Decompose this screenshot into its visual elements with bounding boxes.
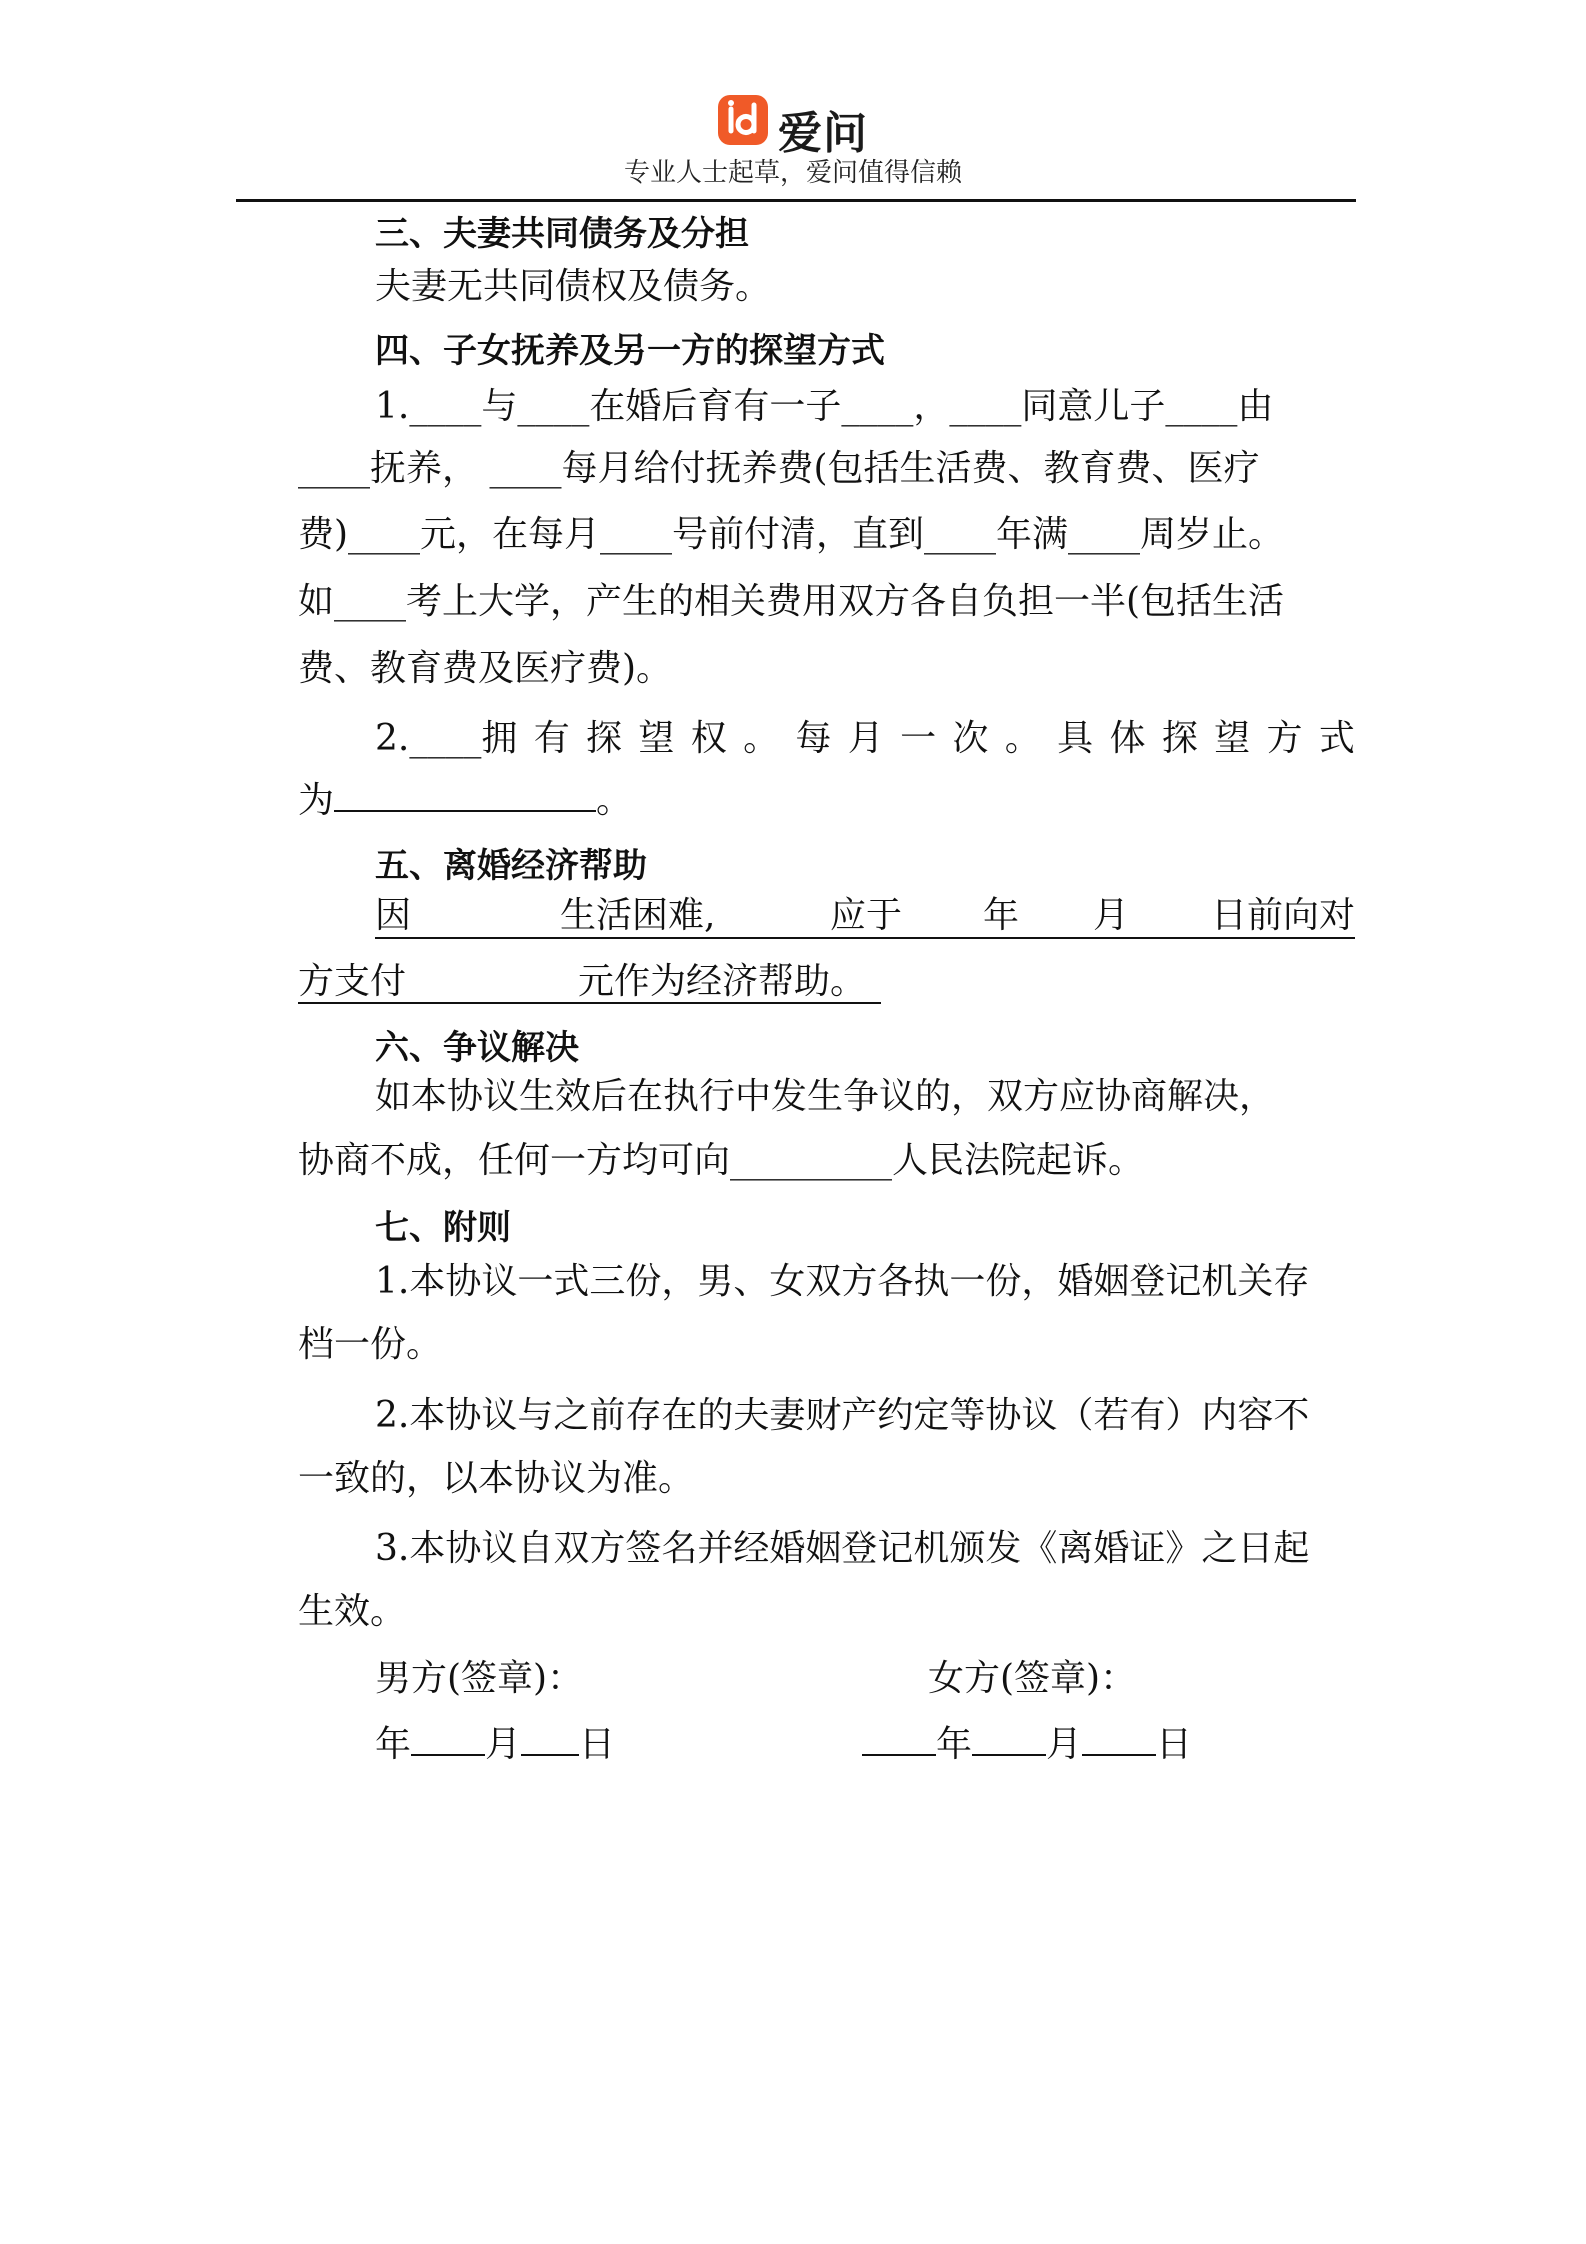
section-6-line1: 如本协议生效后在执行中发生争议的，双方应协商解决， [375,1076,1276,1117]
section-4-p1-line3: 费)____元，在每月____号前付清，直到____年满____周岁止。 [298,514,1285,555]
section-5-line2-end: 元作为经济帮助。 [578,961,867,1002]
date-month-label: 月 [485,1724,522,1765]
section-6-title: 六、争议解决 [375,1028,579,1068]
text-fragment: 体 [1109,718,1146,759]
text-fragment: 有 [533,718,570,759]
header-divider [236,199,1356,202]
blank-underline [411,1724,485,1756]
female-signature-label: 女方(签章)： [928,1658,1137,1699]
brand-name: 爱问 [778,108,868,159]
section-7-clause3-line2: 生效。 [298,1591,407,1632]
text-fragment: 探 [1161,718,1198,759]
male-signature-label: 男方(签章)： [375,1658,584,1699]
section-5-title: 五、离婚经济帮助 [375,846,647,886]
blank-underline [1082,1724,1156,1756]
section-7-clause1-line2: 档一份。 [298,1324,443,1365]
section-6-line2: 协商不成，任何一方均可向_________人民法院起诉。 [298,1140,1145,1181]
section-4-p1-line4: 如____考上大学，产生的相关费用双方各自负担一半(包括生活 [298,581,1285,622]
blank-underline [862,1724,936,1756]
text-fragment: 2.____拥 [375,718,518,759]
section-7-clause2-line1: 2.本协议与之前存在的夫妻财产约定等协议（若有）内容不 [375,1395,1310,1436]
section-7-title: 七、附则 [375,1208,511,1248]
section-7-clause2-line2: 一致的，以本协议为准。 [298,1458,695,1499]
text-fragment: 。 [743,718,780,759]
date-month-label: 月 [1046,1724,1083,1765]
text-fragment: 探 [586,718,623,759]
section-7-clause1-line1: 1.本协议一式三份，男、女双方各执一份，婚姻登记机关存 [375,1261,1310,1302]
section-4-p1-line1: 1.____与____在婚后育有一子____，____同意儿子____由 [375,386,1274,427]
section-4-title: 四、子女抚养及另一方的探望方式 [375,331,885,371]
text-fragment: 月 [1093,895,1130,936]
section-3-title: 三、夫妻共同债务及分担 [375,214,749,254]
text-fragment: 月 [847,718,884,759]
text-fragment: 因 [375,895,412,936]
text-fragment: 生活困难, [560,895,716,936]
text-fragment: 权 [690,718,727,759]
text-fragment: 日前向对 [1210,895,1355,936]
text-fragment: 式 [1318,718,1355,759]
text-fragment: 望 [638,718,675,759]
date-year-label: 年 [936,1724,973,1765]
date-day-label: 日 [1156,1724,1193,1765]
section-4-p2-line2 [298,772,632,823]
section-5-line2-start: 方支付 [298,961,407,1002]
text-fragment: 一 [900,718,937,759]
text-fragment: 方 [1266,718,1303,759]
date-day-label: 日 [579,1724,616,1765]
brand-tagline: 专业人士起草，爱问值得信赖 [623,158,962,188]
male-signature-date [375,1716,615,1767]
blank-underline [334,780,596,812]
brand-header [0,95,1586,159]
text-fragment: 应于 [830,895,903,936]
text-fragment: 。 [1004,718,1041,759]
text-fragment: 次 [952,718,989,759]
text-fragment: 每 [795,718,832,759]
text-fragment: 。 [596,780,633,821]
aiwen-logo-icon [718,95,768,145]
section-4-p1-line5: 费、教育费及医疗费)。 [298,648,673,689]
section-5-line1 [375,887,1355,936]
blank-underline [298,1002,881,1004]
text-fragment: 为 [298,780,335,821]
text-fragment: 具 [1057,718,1094,759]
section-3-body: 夫妻无共同债权及债务。 [375,266,772,307]
blank-underline [972,1724,1046,1756]
section-7-clause3-line1: 3.本协议自双方签名并经婚姻登记机颁发《离婚证》之日起 [375,1528,1310,1569]
date-year-label: 年 [375,1724,412,1765]
blank-underline [521,1724,579,1756]
text-fragment: 望 [1214,718,1251,759]
text-fragment: 年 [983,895,1020,936]
blank-underline [375,937,1355,939]
section-4-p1-line2: ____抚养， ____每月给付抚养费(包括生活费、教育费、医疗 [298,448,1260,489]
female-signature-date [862,1716,1192,1767]
section-4-p2-line1 [375,710,1355,761]
